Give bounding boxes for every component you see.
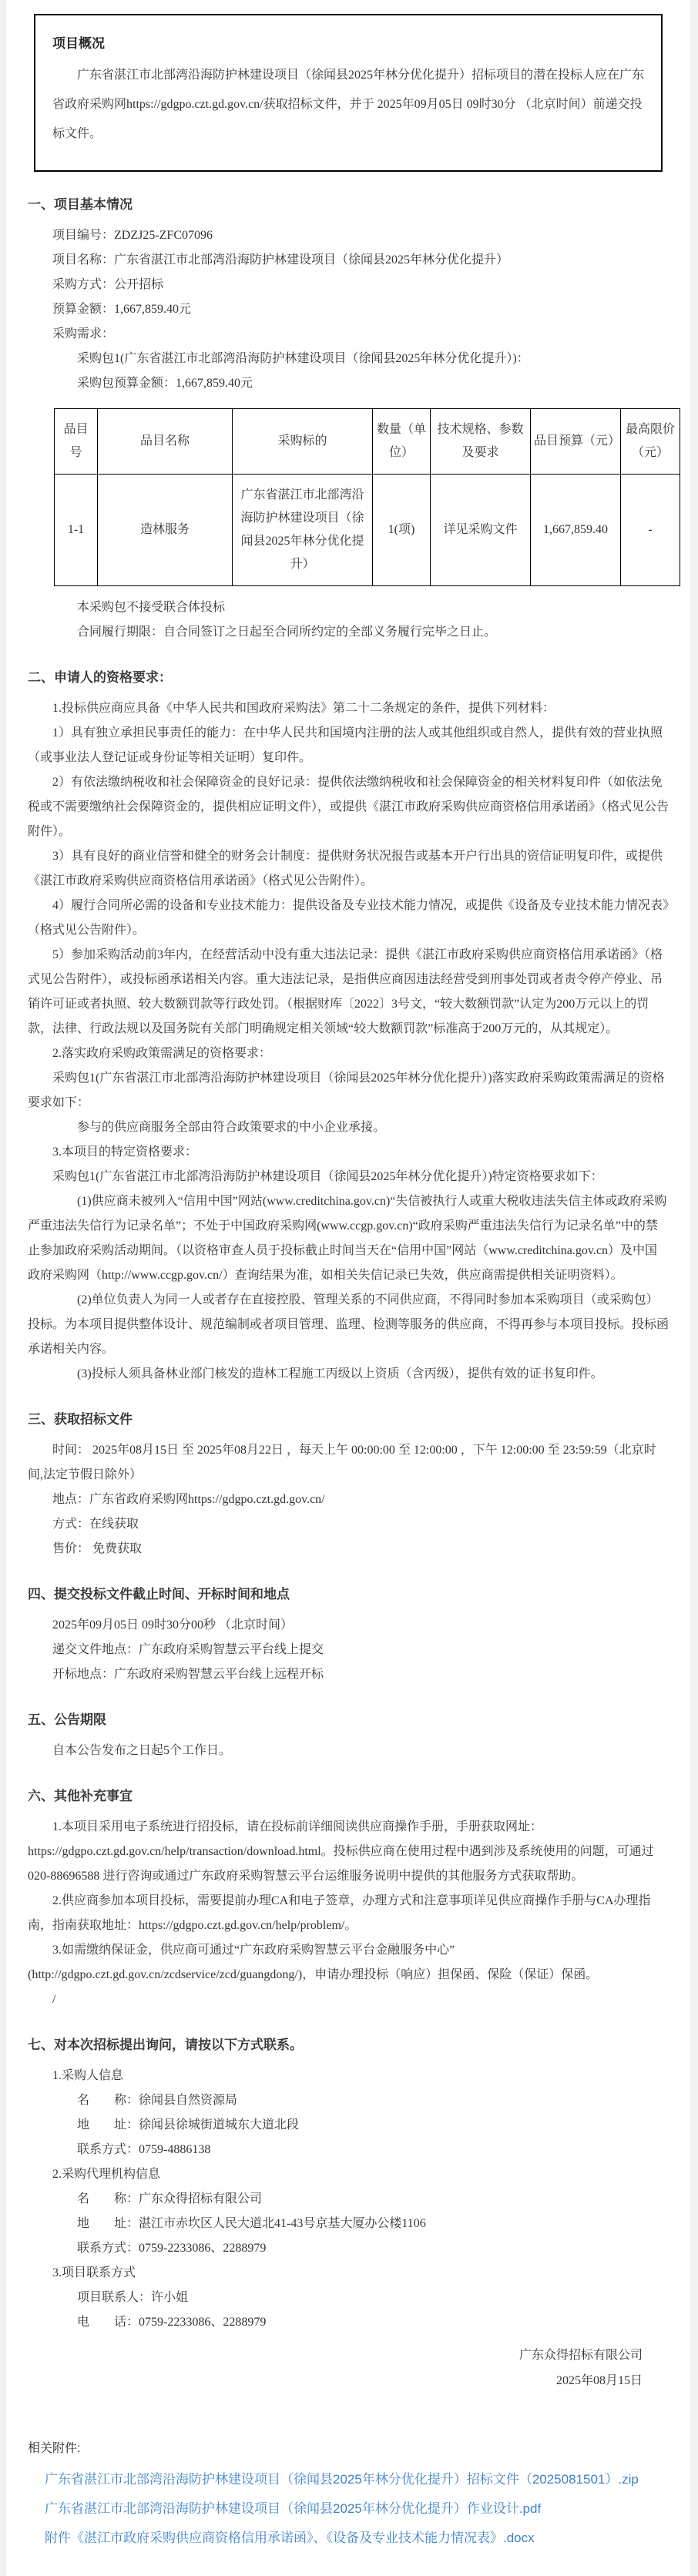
table-header-row	[55, 409, 680, 475]
section-2-heading: 二、申请人的资格要求：	[28, 670, 172, 685]
qualification-para-11: 采购包1(广东省湛江市北部湾沿海防护林建设项目（徐闻县2025年林分优化提升）)特定资格要求如下：	[52, 1170, 603, 1183]
package-line: 采购包1(广东省湛江市北部湾沿海防护林建设项目（徐闻县2025年林分优化提升）)：	[77, 352, 529, 365]
project-overview-box	[34, 14, 663, 172]
section-4-heading: 四、提交投标文件截止时间、开标时间和地点	[28, 1587, 290, 1602]
budget-amount: 预算金额：1,667,859.40元	[52, 303, 192, 316]
project-contact-label: 3.项目联系方式	[52, 2266, 136, 2279]
procurement-demand-label: 采购需求：	[52, 327, 115, 340]
opening-place: 开标地点：广东政府采购智慧云平台线上远程开标	[52, 1668, 324, 1681]
package-budget-line: 采购包预算金额：1,667,859.40元	[77, 377, 253, 390]
supplement-para-4: /	[52, 1993, 56, 2006]
obtain-method: 方式：在线获取	[52, 1518, 139, 1531]
submit-place: 递交文件地点：广东政府采购智慧云平台线上提交	[52, 1643, 324, 1656]
qualification-para-10: 3.本项目的特定资格要求：	[52, 1145, 198, 1159]
project-number: 项目编号：ZDZJ25-ZFC07096	[52, 229, 213, 242]
attachment-link-tender-zip[interactable]: 广东省湛江市北部湾沿海防护林建设项目（徐闻县2025年林分优化提升）招标文件（2025081501）.zip	[45, 2472, 639, 2487]
purchaser-name: 名 称：徐闻县自然资源局	[77, 2094, 238, 2107]
project-contact-phone: 电 话：0759-2233086、2288979	[77, 2316, 267, 2329]
supplement-para-2: 2.供应商参加本项目投标，需要提前办理CA和电子签章，办理方式和注意事项详见供应商操作手册与CA办理指南，指南获取地址：https://gdgpo.czt.gd.gov.cn/help/problem/。	[28, 1894, 651, 1932]
section-5-heading: 五、公告期限	[28, 1712, 106, 1727]
cell-specs: 详见采购文件	[431, 475, 531, 586]
tender-announcement-page	[6, 0, 690, 2576]
deadline-time: 2025年09月05日 09时30分00秒 （北京时间）	[52, 1618, 294, 1632]
cell-item-budget: 1,667,859.40	[531, 475, 621, 586]
no-consortium-note: 本采购包不接受联合体投标	[77, 601, 226, 614]
qualification-para-4: 3）具有良好的商业信誉和健全的财务会计制度：提供财务状况报告或基本开户行出具的资信证明复印件，或提供《湛江市政府采购供应商资格信用承诺函》（格式见公告附件）。	[28, 850, 663, 887]
procurement-items-table	[54, 408, 680, 586]
agency-name: 名 称：广东众得招标有限公司	[77, 2192, 263, 2205]
qualification-para-2: 1）具有独立承担民事责任的能力：在中华人民共和国境内注册的法人或其他组织或自然人，提供有效的营业执照（或事业法人登记证或身份证等相关证明）复印件。	[28, 726, 663, 764]
section-3-heading: 三、获取招标文件	[28, 1412, 133, 1427]
qualification-para-13: (2)单位负责人为同一人或者存在直接控股、管理关系的不同供应商，不得同时参加本采购项目（或采购包）投标。为本项目提供整体设计、规范编制或者项目管理、监理、检测等服务的供应商，不得再参与本项目投标。投标函承诺相关内容。	[28, 1293, 669, 1356]
project-contact-person: 项目联系人：许小姐	[77, 2291, 189, 2304]
section-6-heading: 六、其他补充事宜	[28, 1789, 133, 1803]
qualification-para-14: (3)投标人须具备林业部门核发的造林工程施工丙级以上资质（含丙级），提供有效的证书复印件。	[77, 1367, 603, 1380]
announcement-period: 自本公告发布之日起5个工作日。	[52, 1744, 232, 1757]
purchaser-contact: 联系方式：0759-4886138	[77, 2143, 211, 2156]
col-header-item-budget: 品目预算（元）	[531, 409, 621, 475]
signature-company: 广东众得招标有限公司	[518, 2349, 643, 2362]
attachment-link-appendix-docx[interactable]: 附件《湛江市政府采购供应商资格信用承诺函》、《设备及专业技术能力情况表》.docx	[45, 2531, 535, 2545]
purchaser-address: 地 址：徐闻县徐城街道城东大道北段	[77, 2118, 300, 2132]
signature-date: 2025年08月15日	[555, 2374, 643, 2387]
qualification-para-9: 参与的供应商服务全部由符合政策要求的中小企业承接。	[77, 1121, 386, 1134]
procurement-method: 采购方式：公开招标	[52, 278, 164, 291]
signature-block	[28, 2343, 669, 2393]
obtain-price: 售价： 免费获取	[52, 1542, 143, 1555]
col-header-quantity: 数量（单位）	[373, 409, 431, 475]
qualification-para-7: 2.落实政府采购政策需满足的资格要求：	[52, 1047, 272, 1060]
table-row	[55, 475, 680, 586]
agency-info-label: 2.采购代理机构信息	[52, 2168, 161, 2181]
qualification-para-3: 2）有依法缴纳税收和社会保障资金的良好记录：提供依法缴纳税收和社会保障资金的相关材料复印件（如依法免税或不需要缴纳社会保障资金的，提供相应证明文件），或提供《湛江市政府采购供应商资格信用承诺函》（格式见公告附件）。	[28, 776, 669, 838]
qualification-para-6: 5）参加采购活动前3年内，在经营活动中没有重大违法记录：提供《湛江市政府采购供应商资格信用承诺函》（格式见公告附件），或投标函承诺相关内容。重大违法记录，是指供应商因违法经营受到刑事处罚或者责令停产停业、吊销许可证或者执照、较大数额罚款等行政处罚。（根据财库〔2022〕3号文，“较大数额罚款”认定为200万元以上的罚款，法律、行政法规以及国务院有关部门明确规定相关领域“较大数额罚款”标准高于200万元的，从其规定）。	[28, 948, 663, 1035]
qualification-para-8: 采购包1(广东省湛江市北部湾沿海防护林建设项目（徐闻县2025年林分优化提升）)落实政府采购政策需满足的资格要求如下：	[28, 1072, 665, 1109]
attachments-section	[28, 2438, 669, 2553]
col-header-max-price: 最高限价（元）	[621, 409, 680, 475]
supplement-para-3: 3.如需缴纳保证金，供应商可通过“广东政府采购智慧云平台金融服务中心”(http://gdgpo.czt.gd.gov.cn/zcdservice/zcd/guangdong/)，申请办理投标（响应）担保函、保险（保证）保函。	[28, 1944, 599, 1981]
section-1-heading: 一、项目基本情况	[28, 197, 133, 212]
agency-contact: 联系方式：0759-2233086、2288979	[77, 2242, 267, 2255]
col-header-item-name: 品目名称	[98, 409, 233, 475]
section-7-heading: 七、对本次招标提出询问，请按以下方式联系。	[28, 2038, 303, 2052]
attachment-link-design-pdf[interactable]: 广东省湛江市北部湾沿海防护林建设项目（徐闻县2025年林分优化提升）作业设计.pdf	[45, 2501, 542, 2516]
obtain-place: 地点：广东省政府采购网https://gdgpo.czt.gd.gov.cn/	[52, 1493, 325, 1506]
overview-title: 项目概况	[52, 36, 105, 51]
contract-period-note: 合同履行期限：自合同签订之日起至合同所约定的全部义务履行完毕之日止。	[77, 626, 497, 639]
qualification-para-5: 4）履行合同所必需的设备和专业技术能力：提供设备及专业技术能力情况，或提供《设备及专业技术能力情况表》（格式见公告附件）。	[28, 899, 669, 937]
overview-body: 广东省湛江市北部湾沿海防护林建设项目（徐闻县2025年林分优化提升）招标项目的潜在投标人应在广东省政府采购网https://gdgpo.czt.gd.gov.cn/获取招标文件，并于 2025年09月05日 09时30分 （北京时间）前递交投标文件。	[52, 69, 645, 140]
cell-item-no: 1-1	[55, 475, 98, 586]
cell-item-name: 造林服务	[98, 475, 233, 586]
obtain-time: 时间： 2025年08月15日 至 2025年08月22日 ，每天上午 00:00:00 至 12:00:00 ，下午 12:00:00 至 23:59:59（北京时间,法定节假日除外）	[28, 1444, 656, 1481]
purchaser-info-label: 1.采购人信息	[52, 2069, 124, 2082]
qualification-para-1: 1.投标供应商应具备《中华人民共和国政府采购法》第二十二条规定的条件，提供下列材料：	[52, 702, 555, 715]
attachments-label: 相关附件:	[28, 2442, 81, 2455]
cell-max-price: -	[621, 475, 680, 586]
qualification-para-12: (1)供应商未被列入“信用中国”网站(www.creditchina.gov.cn)“失信被执行人或重大税收违法失信主体或政府采购严重违法失信行为记录名单”；不处于中国政府采购网(www.ccgp.gov.cn)“政府采购严重违法失信行为记录名单”中的禁止参加政府采购活动期间。（以资格审查人员于投标截止时间当天在“信用中国”网站（www.creditchina.gov.cn）及中国政府采购网（http://www.ccgp.gov.cn/）查询结果为准，如相关失信记录已失效，供应商需提供相关证明资料）。	[28, 1195, 667, 1282]
col-header-item-no: 品目号	[55, 409, 98, 475]
cell-quantity: 1(项)	[373, 475, 431, 586]
project-name: 项目名称：广东省湛江市北部湾沿海防护林建设项目（徐闻县2025年林分优化提升）	[52, 253, 509, 267]
cell-subject: 广东省湛江市北部湾沿海防护林建设项目（徐闻县2025年林分优化提升）	[233, 475, 373, 586]
supplement-para-1: 1.本项目采用电子系统进行招投标，请在投标前详细阅读供应商操作手册，手册获取网址：https://gdgpo.czt.gd.gov.cn/help/transaction/download.html。投标供应商在使用过程中遇到涉及系统使用的问题，可通过020-88696588 进行咨询或通过广东政府采购智慧云平台运维服务说明中提供的其他服务方式获取帮助。	[28, 1820, 654, 1883]
col-header-specs: 技术规格、参数及要求	[431, 409, 531, 475]
col-header-subject: 采购标的	[233, 409, 373, 475]
agency-address: 地 址：湛江市赤坎区人民大道北41-43号京基大厦办公楼1106	[77, 2217, 426, 2230]
